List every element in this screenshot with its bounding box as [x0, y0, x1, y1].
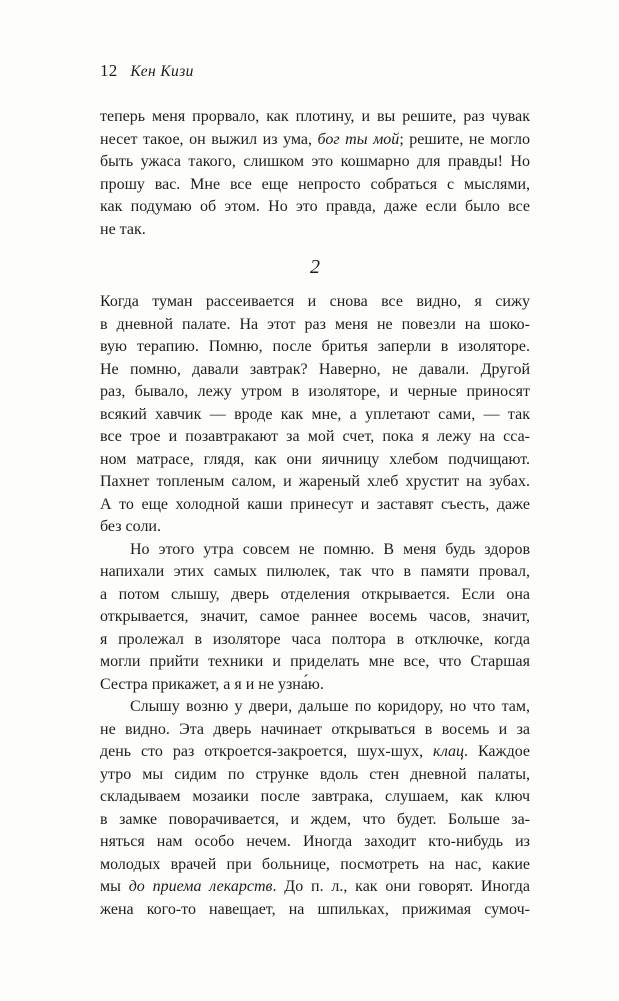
page-body: [100, 106, 530, 921]
text-segment: молодых врачей при больнице, посмотреть на нас, какие: [100, 855, 530, 873]
text-segment: без соли.: [100, 518, 161, 535]
text-segment: я пролежал в изоляторе часа полтора в отключке, когда: [100, 630, 530, 648]
text-segment: мы: [100, 878, 129, 895]
text-segment: жена кого-то навещает, на шпильках, прижимая сумоч-: [100, 900, 530, 918]
text-line: [100, 314, 530, 337]
text-segment: день сто раз откроется-закроется, шух-шух,: [100, 743, 434, 760]
text-line: [100, 764, 530, 787]
chapter-number: 2: [310, 256, 320, 278]
text-line: [100, 516, 530, 539]
text-segment: вую терапию. Помню, после бритья заперли в изоляторе.: [100, 338, 530, 355]
text-segment: А то еще холодной каши принесут и заставят съесть, даже: [100, 495, 530, 513]
text-segment: несет такое, он выжил из ума,: [100, 130, 318, 148]
text-line: [100, 831, 530, 854]
text-segment: в дневной палате. На этот раз меня не повезли на шоко-: [100, 315, 530, 333]
text-segment: ном матрасе, глядя, как они яичницу хлебом подчищают.: [100, 450, 530, 468]
text-segment: теперь меня прорвало, как плотину, и вы решите, раз чувак: [100, 108, 530, 125]
text-segment: не видно. Эта дверь начинает открываться в восемь и за: [100, 720, 530, 738]
text-line: [100, 651, 530, 674]
text-line: [100, 854, 530, 877]
text-line: [100, 151, 530, 174]
page-number: 12: [100, 61, 118, 80]
running-header: [100, 61, 194, 81]
text-line: [100, 174, 530, 197]
text-line: [100, 876, 530, 899]
emphasized-text-segment: бог ты мой: [317, 130, 400, 148]
text-line: [100, 404, 530, 427]
text-segment: напихали этих самых пилюлек, так что в памяти провал,: [100, 563, 530, 580]
text-segment: а потом слышу, дверь отделения открывается. Если она: [100, 585, 530, 603]
text-segment: не так.: [100, 220, 146, 238]
text-line: [100, 584, 530, 607]
text-line: [100, 741, 530, 764]
text-segment: могли прийти техники и приделать мне все, что Старшая: [100, 653, 530, 670]
text-line: [100, 336, 530, 359]
text-line: [100, 674, 530, 697]
text-segment: утро мы сидим по струнке вдоль стен дневной палаты,: [100, 765, 530, 783]
text-segment: Но этого утра совсем не помню. В меня будь здоров: [130, 540, 530, 558]
text-line: [100, 494, 530, 517]
text-line: [100, 219, 530, 242]
text-line: [100, 786, 530, 809]
text-segment: прошу вас. Мне все еще непросто собраться с мыслями,: [100, 175, 530, 193]
text-line: [100, 106, 530, 129]
text-line: [100, 129, 530, 152]
text-line: [100, 359, 530, 382]
text-segment: складываем мозаики после завтрака, слушаем, как ключ: [100, 788, 530, 805]
text-line: [100, 899, 530, 922]
text-line: [100, 291, 530, 314]
text-line: [100, 561, 530, 584]
emphasized-text-segment: клац: [433, 743, 465, 760]
emphasized-text-segment: до приема лекарств: [128, 878, 273, 895]
text-segment: Пахнет топленым салом, и жареный хлеб хрустит на зубах.: [100, 473, 530, 490]
text-segment: в замке поворачивается, и ждем, что будет. Больше за-: [100, 810, 530, 828]
text-line: [100, 719, 530, 742]
text-line: [100, 381, 530, 404]
text-line: [100, 196, 530, 219]
text-line: [100, 629, 530, 652]
text-line: [100, 426, 530, 449]
text-segment: Не помню, давали завтрак? Наверно, не давали. Другой: [100, 360, 530, 378]
text-line: [100, 606, 530, 629]
text-line: [100, 449, 530, 472]
text-segment: раз, бывало, лежу утром в изоляторе, и черные приносят: [100, 383, 530, 400]
text-segment: Слышу возню у двери, дальше по коридору, но что там,: [130, 698, 530, 715]
text-line: [100, 809, 530, 832]
running-title-author: Кен Кизи: [130, 63, 194, 80]
text-segment: все трое и позавтракают за мой счет, пока я лежу на сса-: [100, 428, 530, 445]
text-segment: открывается, значит, самое раннее восемь часов, значит,: [100, 608, 530, 625]
text-segment: . До п. л., как они говорят. Иногда: [272, 878, 531, 895]
text-line: [100, 696, 530, 719]
text-segment: как подумаю об этом. Но это правда, даже если было все: [100, 198, 530, 215]
text-segment: Когда туман рассеивается и снова все видно, я сижу: [100, 293, 530, 310]
text-segment: . Каждое: [464, 743, 531, 760]
text-segment: Сестра прикажет, а я и не узна́ю.: [100, 675, 324, 693]
text-line: [100, 471, 530, 494]
text-segment: ; решите, не могло: [399, 130, 530, 148]
text-segment: всякий хавчик — вроде как мне, а уплетают сами, — так: [100, 405, 530, 423]
text-line: [100, 539, 530, 562]
text-segment: быть ужаса такого, слишком это кошмарно для правды! Но: [100, 153, 530, 170]
text-segment: няться нам особо нечем. Иногда заходит кто-нибудь из: [100, 833, 530, 850]
